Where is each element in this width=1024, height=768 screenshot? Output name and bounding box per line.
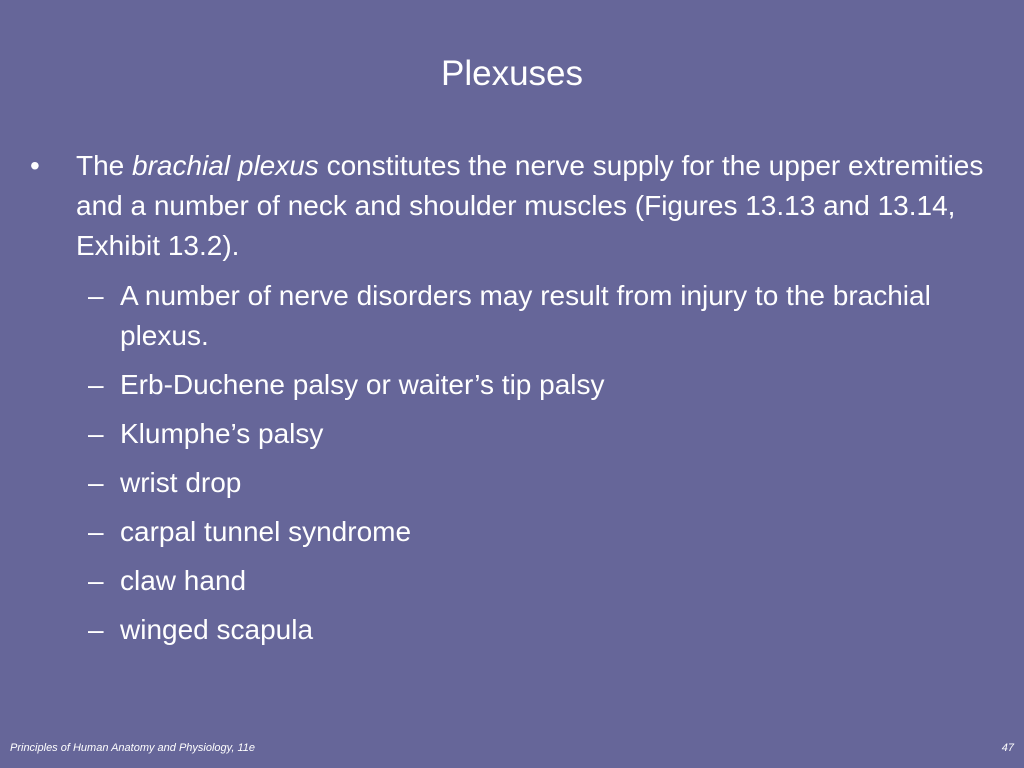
sub-bullet-item <box>88 463 988 503</box>
bullet-lead: The <box>76 150 133 181</box>
dash-marker: – <box>88 418 104 449</box>
dash-marker: – <box>88 516 104 547</box>
sub-bullet-text: claw hand <box>120 565 247 596</box>
sub-bullet-text: winged scapula <box>120 614 314 645</box>
sub-bullet-text: Erb-Duchene palsy or waiter’s tip palsy <box>120 369 605 400</box>
sub-bullet-item <box>88 365 988 405</box>
sub-bullet-item <box>88 414 988 454</box>
sub-bullet-text: carpal tunnel syndrome <box>120 516 412 547</box>
dash-marker: – <box>88 565 104 596</box>
bullet-emphasis: brachial plexus <box>132 150 319 181</box>
sub-bullet-text: A number of nerve disorders may result from injury to the brachial plexus. <box>120 280 931 351</box>
sub-bullet-text: Klumphe’s palsy <box>120 418 324 449</box>
page-number: 47 <box>1001 742 1014 754</box>
dash-marker: – <box>88 614 104 645</box>
sub-bullet-item <box>88 276 988 356</box>
dash-marker: – <box>88 369 104 400</box>
dash-marker: – <box>88 467 104 498</box>
bullet-marker: • <box>30 150 40 181</box>
sub-bullet-item <box>88 512 988 552</box>
bullet-rest: constitutes the nerve supply for the upper extremities and a number of neck and shoulder muscles (Figures 13.13 and 13.14, Exhibit 13.2). <box>76 150 984 261</box>
main-bullet <box>30 146 990 266</box>
sub-bullet-text: wrist drop <box>120 467 242 498</box>
bullet-list <box>30 146 990 271</box>
footer-book-title: Principles of Human Anatomy and Physiology, 11e <box>10 742 255 754</box>
sub-bullet-item <box>88 561 988 601</box>
slide-title: Plexuses <box>440 54 584 93</box>
dash-marker: – <box>88 280 104 311</box>
sub-bullet-list <box>88 276 988 659</box>
sub-bullet-item <box>88 610 988 650</box>
